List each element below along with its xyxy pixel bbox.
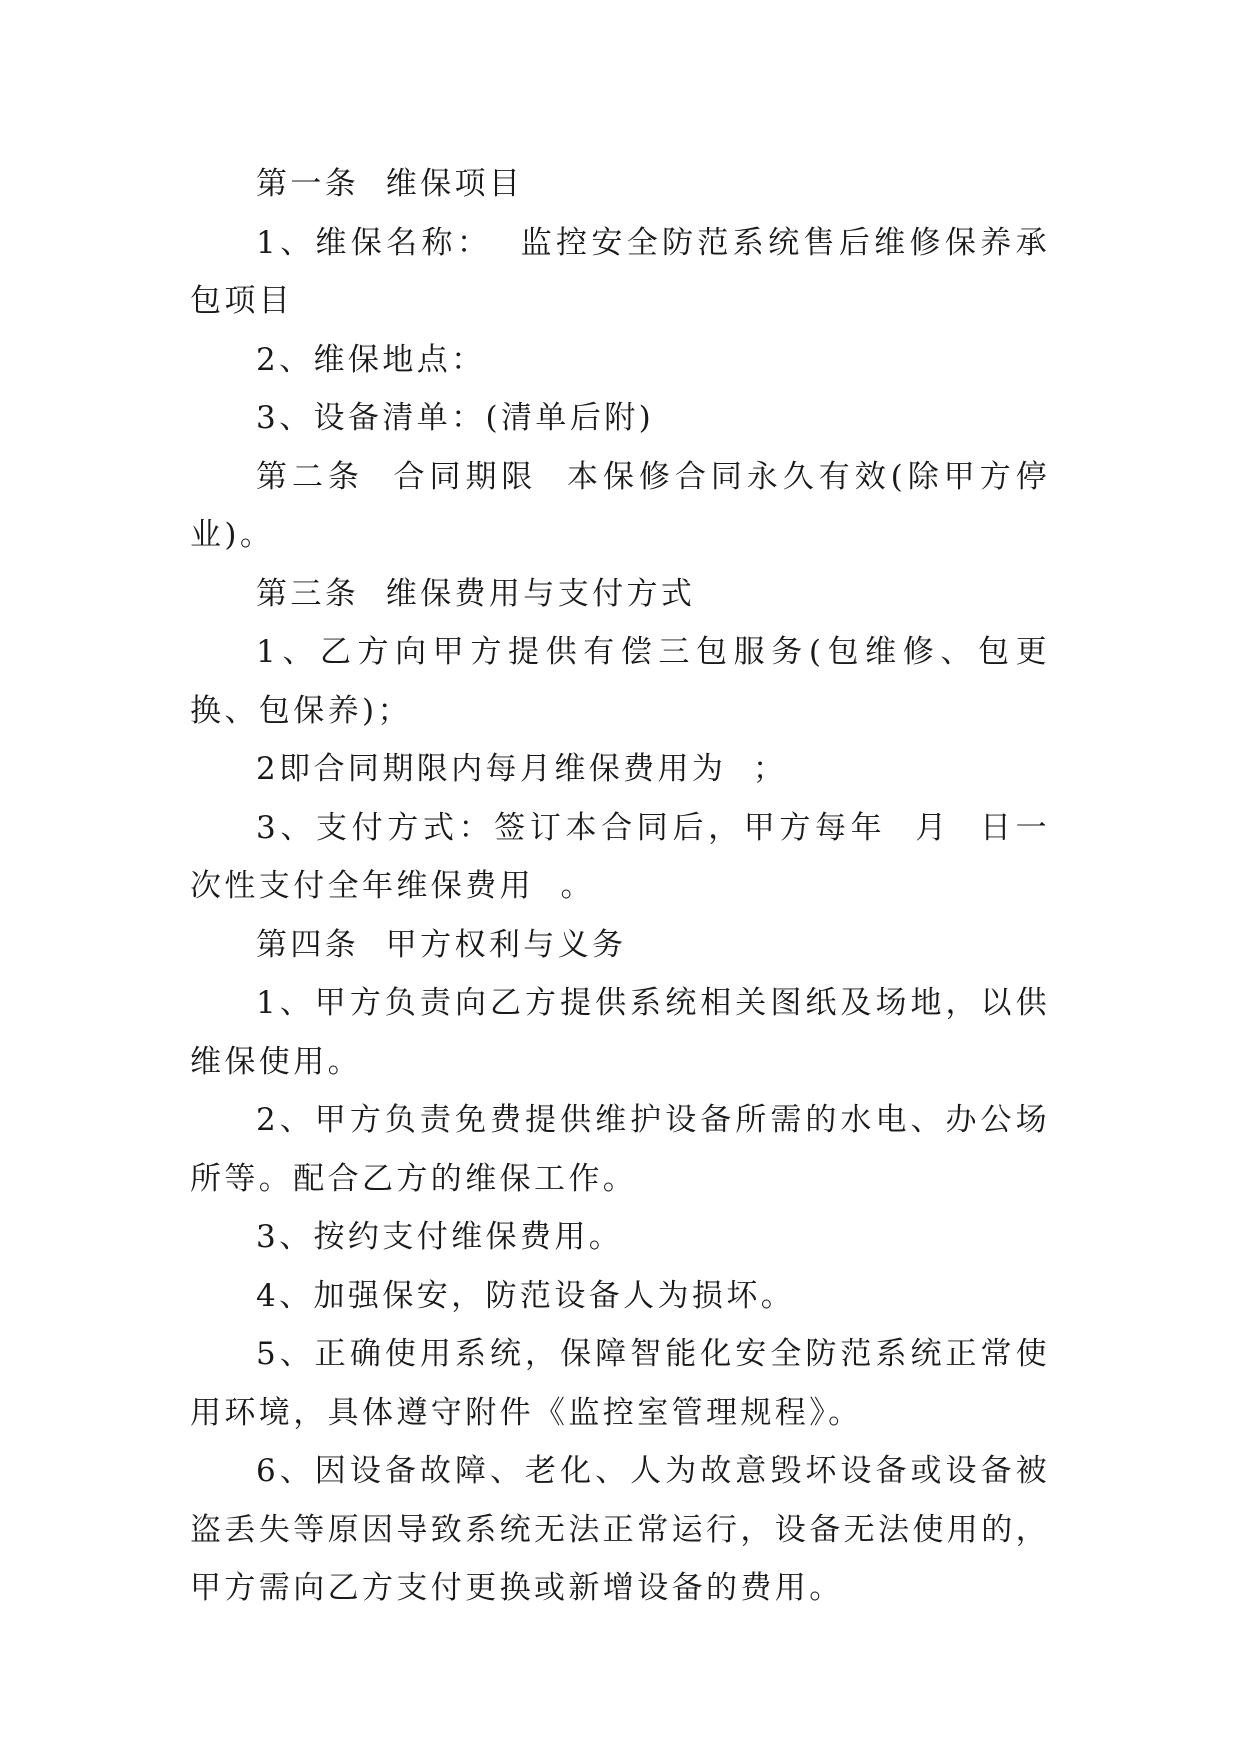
article-2-heading: 第二条 合同期限 本保修合同永久有效(除甲方停业)。: [190, 458, 1050, 553]
payment-method-item: 3、支付方式：签订本合同后，甲方每年 月 日一次性支付全年维保费用 。: [190, 809, 1050, 904]
party-a-duty-6: 6、因设备故障、老化、人为故意毁坏设备或设备被盗丢失等原因导致系统无法正常运行，设备无法使用的，甲方需向乙方支付更换或新增设备的费用。: [190, 1453, 1050, 1606]
party-a-duty-2: 2、甲方负责免费提供维护设备所需的水电、办公场所等。配合乙方的维保工作。: [190, 1102, 1050, 1197]
party-a-duty-1: 1、甲方负责向乙方提供系统相关图纸及场地，以供维保使用。: [190, 985, 1050, 1080]
article-1-heading: 第一条 维保项目: [256, 166, 524, 202]
party-a-duty-4: 4、加强保安，防范设备人为损坏。: [256, 1277, 796, 1314]
paid-service-item: 1、乙方向甲方提供有偿三包服务(包维修、包更换、包保养)；: [190, 634, 1050, 729]
maintenance-location-item: 2、维保地点：: [256, 341, 486, 378]
party-a-duty-5: 5、正确使用系统，保障智能化安全防范系统正常使用环境，具体遵守附件《监控室管理规程》。: [190, 1336, 1050, 1431]
monthly-fee-item: 2即合同期限内每月维保费用为 ；: [256, 751, 788, 787]
maintenance-name-item: 1、维保名称： 监控安全防范系统售后维修保养承包项目: [190, 224, 1050, 319]
article-3-heading: 第三条 维保费用与支付方式: [256, 575, 696, 612]
party-a-duty-3: 3、按约支付维保费用。: [256, 1219, 624, 1255]
contract-body: [190, 155, 1050, 1618]
article-4-heading: 第四条 甲方权利与义务: [256, 926, 627, 963]
equipment-list-item: 3、设备清单：(清单后附): [256, 400, 655, 436]
